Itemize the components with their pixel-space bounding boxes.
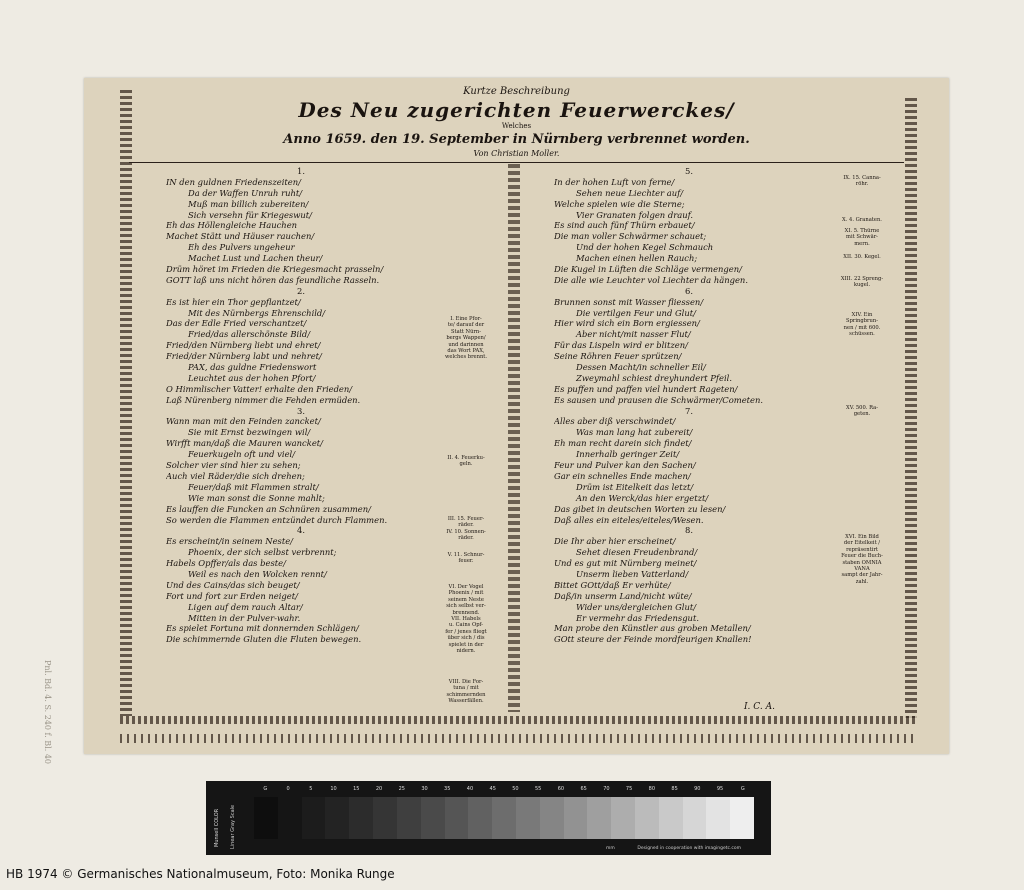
right-verse-line: 7. — [685, 405, 693, 416]
marginal-note-line: geten. — [853, 411, 871, 418]
marginal-note-line: geln. — [459, 461, 473, 468]
header-date-line: Anno 1659. den 19. September in Nürnberg verbrennet worden. — [283, 132, 750, 147]
left-verse-line: Die schimmernde Gluten die Fluten bewegen. — [166, 634, 362, 645]
left-verse-line: Wie man sonst die Sonne mahlt; — [188, 492, 325, 503]
marginal-note-line: zahl. — [855, 578, 869, 585]
gray-patch — [659, 797, 683, 839]
marginal-note-line: XVI. Ein Bild — [845, 534, 879, 540]
right-verse-line: Die Kugel in Lüften die Schläge vermengen/ — [554, 264, 742, 275]
marginal-note-line: VII. Habels — [451, 616, 481, 623]
right-verse-line: Welche spielen wie die Sterne; — [554, 198, 685, 209]
marginal-note-line: der Eitelkeit / — [843, 540, 881, 547]
scale-label: 95 — [716, 786, 724, 792]
left-verse-line: Sie mit Ernst bezwingen wil/ — [188, 427, 311, 438]
right-verse-line: Und es gut mit Nürnberg meinet/ — [554, 558, 697, 569]
right-verse-line: Wider uns/dergleichen Glut/ — [576, 601, 697, 612]
card-brand: Munsell COLOR — [214, 808, 220, 847]
right-verse-line: GOtt steure der Feinde mordfeurigen Knallen! — [554, 634, 752, 645]
right-verse-line: Die man voller Schwärmer schauet; — [554, 231, 707, 242]
right-verse-line: 5. — [685, 166, 693, 176]
gray-patch — [349, 797, 373, 839]
left-verse-line: Fort und fort zur Erden neiget/ — [166, 590, 298, 601]
left-verse-line: Solcher vier sind hier zu sehen; — [166, 460, 301, 471]
right-verse-line: Was man lang hat zubereit/ — [576, 427, 693, 438]
marginal-note-line: XII. 30. Kegel. — [843, 254, 881, 260]
scale-label: 25 — [398, 786, 405, 792]
marginal-note — [836, 254, 888, 260]
broadside-sheet — [84, 78, 949, 754]
marginal-note-line: VI. Der Vogel — [448, 584, 484, 590]
left-verse-line: Feuer/daß mit Flammen stralt/ — [188, 481, 319, 492]
right-verse-line: Unserm lieben Vatterland/ — [576, 568, 689, 579]
marginal-note-line: I. Eine Pfor- — [450, 316, 482, 322]
column-divider-ornament — [508, 164, 520, 712]
left-verse-line: O Himmlischer Vatter! erhalte den Frieden/ — [166, 383, 353, 394]
gray-patch — [278, 797, 302, 839]
marginal-note — [440, 455, 492, 468]
marginal-note-line: X. 4. Granaten. — [842, 217, 882, 223]
right-verse-line: Seine Röhren Feuer sprützen/ — [554, 351, 682, 362]
right-verse-line: Die alle wie Leuchter vol Liechter da hängen. — [554, 274, 748, 285]
marginal-note — [836, 228, 888, 247]
gray-patch — [254, 797, 278, 839]
right-verse-line: Er vermehr das Friedensgut. — [576, 612, 699, 623]
scale-label: 70 — [603, 786, 610, 792]
header-line-1: Kurtze Beschreibung — [463, 86, 570, 97]
marginal-note — [836, 217, 888, 223]
right-verse-line: Alles aber diß verschwindet/ — [554, 416, 676, 427]
marginal-note — [440, 516, 492, 542]
left-verse-line: Wirfft man/daß die Mauren wancket/ — [166, 438, 323, 449]
gray-patch — [397, 797, 421, 839]
gray-patch — [587, 797, 611, 839]
left-verse-line: Drüm höret im Frieden die Kriegesmacht prasseln/ — [166, 264, 384, 275]
left-verse-line: Fried/der Nürnberg labt und nehret/ — [166, 351, 322, 362]
left-verse-line: Phoenix, der sich selbst verbrennt; — [188, 547, 337, 558]
left-verse-line: Fried/das allerschönste Bild/ — [188, 329, 311, 340]
gray-patch — [325, 797, 349, 839]
left-verse-line: PAX, das guldne Friedenswort — [188, 362, 317, 373]
left-verse-line: Ligen auf dem rauch Altar/ — [188, 601, 303, 612]
left-verse-line: Und des Cains/das sich beuget/ — [166, 579, 300, 590]
left-verse-line: 4. — [297, 525, 305, 536]
marginal-note-line: IX. 15. Canna- — [843, 175, 881, 181]
right-verse-line: In der hohen Luft von ferne/ — [554, 176, 675, 187]
right-verse-line: Feur und Pulver kan den Sachen/ — [554, 460, 696, 471]
right-verse-line: Machen einen hellen Rauch; — [576, 253, 698, 264]
marginal-note-line: II. 4. Feuerku- — [447, 455, 485, 461]
right-verse-line: Eh man recht darein sich findet/ — [554, 438, 692, 449]
scale-label: 5 — [309, 786, 313, 792]
marginal-note-line: sampt der Jahr- — [841, 572, 883, 579]
gray-patch — [540, 797, 564, 839]
scale-labels — [254, 786, 754, 796]
scale-label: 85 — [671, 786, 678, 792]
marginal-note — [836, 534, 888, 585]
right-verse-line: Gar ein schnelles Ende machen/ — [554, 470, 691, 481]
marginal-note — [836, 312, 888, 338]
marginal-note — [836, 175, 888, 188]
marginal-note-line: u. Cains Opf- — [448, 622, 484, 629]
marginal-note-line: Feuer die Buch- — [841, 553, 883, 560]
marginal-note-line: Phoenix / mit — [448, 590, 484, 597]
gray-patch — [373, 797, 397, 839]
scale-label: 60 — [557, 786, 565, 792]
marginal-note — [440, 316, 492, 361]
gray-patch — [302, 797, 326, 839]
left-verse-line: Fried/den Nürnberg liebt und ehret/ — [166, 340, 321, 351]
left-verse-line: Da der Waffen Unruh ruht/ — [188, 187, 303, 198]
gray-patch — [421, 797, 445, 839]
marginal-note-line: schimmernden — [446, 691, 486, 698]
right-verse-line: Bittet GOtt/daß Er verhüte/ — [554, 579, 671, 590]
card-unit: mm — [606, 846, 615, 851]
scale-label: 30 — [421, 786, 428, 792]
right-verse-line: Hier wird sich ein Born ergiessen/ — [554, 318, 700, 329]
marginal-note-line: tuna / mit — [453, 685, 479, 692]
marginal-note — [836, 405, 888, 418]
marginal-note-line: VIII. Die For- — [448, 679, 484, 685]
right-ornamental-border — [905, 98, 917, 718]
scale-label: 50 — [512, 786, 519, 792]
gray-patch — [564, 797, 588, 839]
right-verse-line: Daß/in unserm Land/nicht wüte/ — [554, 590, 692, 601]
left-verse-line: Machet Stätt und Häuser rauchen/ — [166, 231, 315, 242]
marginal-note-line: V. 11. Schnur- — [447, 552, 485, 558]
bottom-ornamental-border — [120, 716, 917, 724]
right-verse-line: Es puffen und paffen viel hundert Rageten/ — [554, 383, 738, 394]
marginal-note-line: mern. — [854, 240, 870, 247]
marginal-note-line: über sich / dis — [447, 635, 485, 642]
left-verse-line: Es lauffen die Funcken an Schnüren zusammen/ — [166, 503, 371, 514]
gray-patch — [445, 797, 469, 839]
right-verse-line: Sehet diesen Freudenbrand/ — [576, 547, 698, 558]
scale-label: 10 — [330, 786, 337, 792]
marginal-note — [440, 679, 492, 705]
left-verse-line: Es ist hier ein Thor gepflantzet/ — [166, 296, 301, 307]
left-verse-line: Feuerkugeln oft und viel/ — [188, 449, 296, 460]
right-verse-line: Es sind auch fünf Thürn erbauet/ — [554, 220, 695, 231]
marginal-note-line: das Wort PAX, — [447, 348, 485, 355]
marginal-note-line: seinem Neste — [448, 596, 484, 603]
marginal-note-line: schüssen. — [849, 331, 875, 338]
right-verse-line: Innerhalb geringer Zeit/ — [576, 449, 680, 460]
gray-patch — [635, 797, 659, 839]
marginal-note-line: nen / mit 600. — [843, 324, 881, 331]
right-verse-line: Die vertilgen Feur und Glut/ — [576, 307, 696, 318]
scale-label: 75 — [625, 786, 633, 792]
marginal-note-line: bergs Wappen/ — [446, 335, 486, 342]
left-verse-line: Sich versehn für Kriegeswut/ — [188, 209, 312, 220]
marginal-note-line: XIII. 22 Spreng- — [840, 276, 884, 282]
marginal-note-line: XI. 5. Thürne — [844, 228, 880, 234]
left-verse-line: 3. — [297, 405, 305, 416]
marginal-note — [836, 276, 888, 289]
gray-patch — [492, 797, 516, 839]
right-verse-line: 8. — [685, 525, 693, 536]
left-verse-column — [166, 166, 436, 645]
header-line-3: Welches — [501, 122, 532, 130]
header-title: Des Neu zugerichten Feuerwerckes/ — [298, 98, 735, 122]
marginal-note-line: III. 15. Feuer- — [447, 516, 485, 522]
right-verse-line: 6. — [685, 285, 693, 296]
right-verse-line: Es sausen und prausen die Schwärmer/Cometen. — [554, 394, 764, 405]
marginal-note-line: Statt Nürn- — [450, 328, 481, 335]
gray-patch — [683, 797, 707, 839]
scale-label: 45 — [489, 786, 496, 792]
card-cooperation: Designed in cooperation with imagingetc.com — [637, 846, 741, 851]
scale-label: 15 — [353, 786, 360, 792]
right-verse-line: Man probe den Künstler aus groben Metallen/ — [554, 623, 751, 634]
left-verse-line: Es erscheint/in seinem Neste/ — [166, 536, 293, 547]
gray-patch — [468, 797, 492, 839]
right-verse-line: Aber nicht/mit nasser Flut/ — [576, 329, 691, 340]
scale-label: 0 — [286, 786, 290, 792]
marginal-note-line: spielet in der — [448, 641, 484, 648]
marginal-note-line: kugel. — [853, 282, 871, 289]
marginal-note-line: Springbrun- — [846, 318, 878, 325]
left-verse-line: Weil es nach den Wolcken rennt/ — [188, 568, 327, 579]
left-ornamental-border — [120, 90, 132, 716]
right-verse-line: Für das Lispeln wird er blitzen/ — [554, 340, 688, 351]
left-verse-line: Auch viel Räder/die sich drehen; — [166, 470, 305, 481]
right-verse-line: An den Werck/das hier ergetzt/ — [576, 492, 709, 503]
marginal-note-line: räder. — [458, 535, 474, 542]
marginal-note-line: feuer. — [458, 558, 474, 565]
scale-label: 90 — [694, 786, 701, 792]
marginal-note-line: VANA — [854, 566, 870, 573]
pencil-annotation: Pnl. Bd. 4. S. 240 f. Bl. 40 — [43, 660, 52, 764]
marginal-note-line: röhr. — [855, 181, 869, 188]
marginal-note-line: te/ darauf der — [447, 322, 485, 329]
marginal-note-line: Wasserfällen. — [448, 698, 484, 705]
left-verse-line: Muß man billich zubereiten/ — [188, 198, 309, 209]
scale-label: G — [263, 786, 268, 792]
gray-patch — [611, 797, 635, 839]
signature: I. C. A. — [744, 702, 775, 712]
left-verse-line: IN den guldnen Friedenszeiten/ — [166, 176, 301, 187]
left-verse-line: So werden die Flammen entzündet durch Flammen. — [166, 514, 388, 525]
left-verse-line: Das der Edle Fried verschantzet/ — [166, 318, 307, 329]
scale-label: 65 — [580, 786, 587, 792]
right-verse-line: Die Ihr aber hier erscheinet/ — [554, 536, 676, 547]
right-verse-line: Daß alles ein eiteles/eiteles/Wesen. — [554, 514, 704, 525]
gray-patch — [730, 797, 754, 839]
scale-label: 35 — [444, 786, 451, 792]
marginal-note-line: welches brennt. — [444, 354, 488, 361]
marginal-note-line: nidern. — [456, 648, 476, 655]
scale-label: 40 — [466, 786, 474, 792]
right-verse-column — [554, 166, 824, 645]
marginal-note-line: sich selbst ver- — [446, 603, 486, 610]
card-caption: Linear Gray Scale — [230, 804, 236, 849]
bottom-fleuron-border — [120, 734, 917, 743]
right-verse-line: Zweymahl schiest dreyhundert Pfeil. — [576, 372, 732, 383]
marginal-note-line: IV. 10. Sonnen- — [446, 528, 486, 535]
left-verse-line: Mit des Nürnbergs Ehrenschild/ — [188, 307, 326, 318]
left-verse-line: 2. — [297, 285, 305, 296]
marginal-note-line: mit Schwär- — [846, 234, 878, 241]
right-verse-line: Und der hohen Kegel Schmauch — [576, 242, 714, 253]
header-rule — [129, 162, 904, 163]
left-verse-line: Wann man mit den Feinden zancket/ — [166, 416, 321, 427]
left-verse-line: Leuchtet aus der hohen Pfort/ — [188, 372, 316, 383]
marginal-note — [440, 552, 492, 565]
right-verse-line: Brunnen sonst mit Wasser fliessen/ — [554, 296, 704, 307]
scale-label: 80 — [648, 786, 656, 792]
right-verse-line: Das gibet in deutschen Worten zu lesen/ — [554, 503, 726, 514]
scale-label: G — [740, 786, 745, 792]
left-verse-line: Laß Nürenberg nimmer die Fehden ermüden. — [166, 394, 361, 405]
left-verse-line: Es spielet Fortuna mit donnernden Schlägen/ — [166, 623, 359, 634]
color-card — [206, 781, 771, 855]
marginal-note-line: repräsentirt — [846, 546, 878, 553]
left-verse-line: Machet Lust und Lachen theur/ — [188, 253, 323, 264]
left-verse-line: 1. — [297, 166, 305, 176]
gray-patch — [516, 797, 540, 839]
right-verse-line: Drüm ist Eitelkeit das letzt/ — [576, 481, 694, 492]
marginal-note-line: XIV. Ein — [851, 312, 873, 318]
left-verse-line: GOTT laß uns nicht hören das feundliche Rasseln. — [166, 274, 380, 285]
marginal-note-line: fer / jenes fliegt — [445, 628, 487, 635]
marginal-note-line: und darinnen — [448, 341, 484, 348]
photo-caption: HB 1974 © Germanisches Nationalmuseum, Foto: Monika Runge — [6, 867, 395, 881]
marginal-note-line: staben OMNIA — [842, 559, 882, 566]
left-verse-line: Habels Opffer/als das beste/ — [166, 558, 286, 569]
marginal-note-line: räder. — [458, 522, 474, 529]
gray-patches — [254, 797, 754, 839]
right-verse-line: Sehen neue Liechter auf/ — [576, 187, 684, 198]
left-verse-line: Eh das Höllengleiche Hauchen — [166, 220, 298, 231]
gray-patch — [706, 797, 730, 839]
left-verse-line: Mitten in der Pulver-wahr. — [188, 612, 301, 623]
header-author: Von Christian Moller. — [473, 149, 560, 158]
marginal-note — [440, 584, 492, 654]
marginal-note-line: XV. 500. Ra- — [846, 405, 878, 411]
marginal-note-line: brennend. — [452, 609, 480, 616]
right-verse-line: Dessen Macht/in schneller Eil/ — [576, 362, 706, 373]
scale-label: 55 — [534, 786, 542, 792]
right-verse-line: Vier Granaten folgen drauf. — [576, 209, 694, 220]
scale-label: 20 — [375, 786, 383, 792]
left-verse-line: Eh des Pulvers ungeheur — [188, 242, 295, 253]
